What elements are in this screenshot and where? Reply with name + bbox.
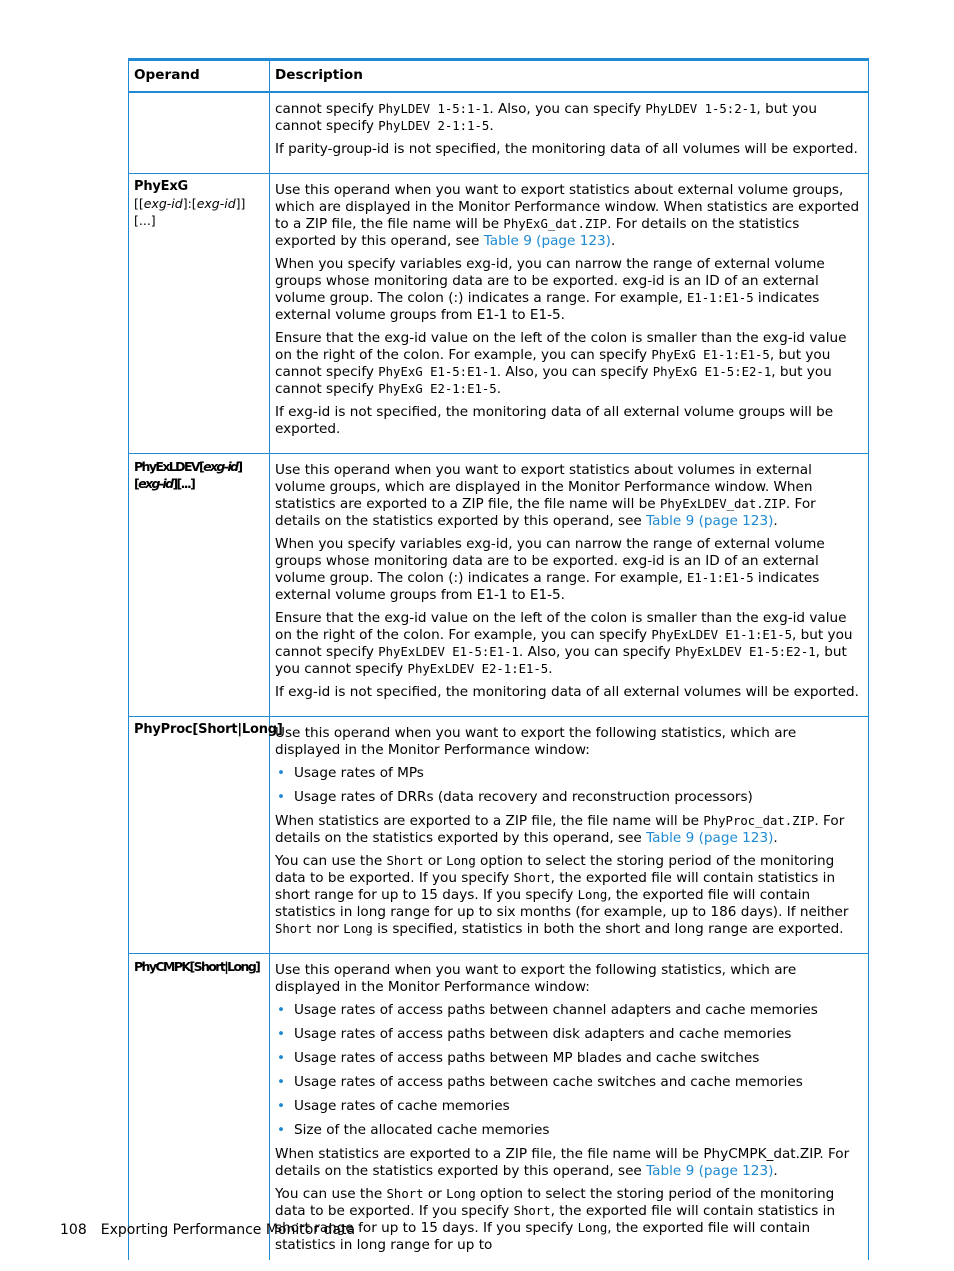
table-reference-link[interactable]: Table 9 (page 123) [483, 233, 611, 249]
text-run: option to select the storing period of the monitoring data to be exported. If you specify [275, 853, 835, 886]
bullet-icon: • [277, 765, 286, 781]
inline-code: Short [275, 922, 313, 936]
text-run: You can use the [275, 1186, 387, 1202]
bullet-icon: • [277, 1074, 286, 1090]
description-paragraph [275, 101, 863, 135]
text-run: is specified, statistics in both the short and long range are exported. [372, 921, 844, 937]
list-item [275, 789, 863, 806]
list-item-text: Usage rates of MPs [294, 765, 424, 781]
text-run: ]][...] [134, 196, 246, 228]
description-paragraph: If exg-id is not specified, the monitoring data of all external volumes will be exported. [275, 684, 860, 700]
operand-name-text: PhyExLDEV [134, 459, 199, 474]
description-paragraph: Use this operand when you want to export the following statistics, which are displayed in the Monitor Performance window: [275, 962, 797, 995]
table-reference-link[interactable]: Table 9 (page 123) [646, 513, 774, 529]
text-run: or [423, 853, 447, 869]
text-run: . [548, 661, 553, 677]
inline-code: Long [577, 888, 608, 902]
list-item [275, 1098, 863, 1115]
text-run: indicates external volume groups from E1-1 to E1-5. [275, 570, 820, 603]
page-number: 108 [60, 1222, 87, 1238]
table-row [129, 717, 869, 954]
text-run: When you specify variables exg-id, you can narrow the range of external volume groups whose monitoring data are to be exported. exg-id is an ID of an external volume group. The colon (:) indicates a range. For example, [275, 536, 825, 586]
description-paragraph: Use this operand when you want to export the following statistics, which are displayed in the Monitor Performance window: [275, 725, 797, 758]
table-row [129, 174, 869, 454]
inline-code: E1-1:E1-5 [686, 291, 754, 305]
inline-code: PhyExLDEV E2-1:E1-5 [407, 662, 549, 676]
list-item-text: Usage rates of access paths between cache switches and cache memories [294, 1074, 803, 1090]
inline-code: PhyProc_dat.ZIP [703, 814, 815, 828]
operand-cell [129, 92, 270, 174]
table-row [129, 92, 869, 174]
description-paragraph [275, 610, 863, 678]
italic-variable: exg-id [203, 459, 238, 474]
table-reference-link[interactable]: Table 9 (page 123) [646, 830, 774, 846]
description-paragraph [275, 330, 863, 398]
text-run: When you specify variables exg-id, you can narrow the range of external volume groups whose monitoring data are to be exported. exg-id is an ID of an external volume group. The colon (:) indicates a range. For example, [275, 256, 825, 306]
operand-cell [129, 717, 283, 954]
text-run: [[ [134, 196, 144, 211]
italic-variable: exg-id [143, 196, 183, 211]
bullet-icon: • [277, 1050, 286, 1066]
operand-name: PhyProc[Short|Long] [134, 722, 283, 737]
list-item [275, 1026, 863, 1043]
inline-code: Short [513, 871, 551, 885]
operand-cell [129, 454, 270, 717]
inline-code: PhyLDEV 1-5:2-1 [645, 102, 757, 116]
inline-code: Long [577, 1221, 608, 1235]
text-run: nor [312, 921, 344, 937]
inline-code: PhyLDEV 1-5:1-1 [378, 102, 490, 116]
description-paragraph [275, 1186, 863, 1254]
inline-code: Short [386, 1187, 424, 1201]
description-column-header: Description [270, 60, 869, 93]
text-run: When statistics are exported to a ZIP file, the file name will be [275, 813, 704, 829]
text-run: , but you cannot specify [275, 101, 817, 134]
bullet-list [275, 765, 863, 806]
inline-code: PhyExG E1-1:E1-5 [651, 348, 770, 362]
list-item [275, 1050, 863, 1067]
text-run: , the exported file will contain statistics in short range for up to 15 days. If you specify [275, 1203, 836, 1236]
description-paragraph [275, 853, 863, 938]
operand-syntax [134, 195, 264, 229]
text-run: option to select the storing period of the monitoring data to be exported. If you specify [275, 1186, 835, 1219]
list-item-text: Usage rates of access paths between disk adapters and cache memories [294, 1026, 792, 1042]
list-item-text: Usage rates of access paths between channel adapters and cache memories [294, 1002, 818, 1018]
operand-name [134, 458, 264, 492]
description-paragraph [275, 813, 863, 847]
description-cell [270, 174, 869, 454]
inline-code: PhyExLDEV E1-5:E1-1 [378, 645, 519, 659]
text-run: Ensure that the exg-id value on the left of the colon is smaller than the exg-id value on the right of the colon. For example, you can specify [275, 330, 847, 363]
operand-column-header: Operand [129, 60, 270, 93]
text-run: Use this operand when you want to export statistics about volumes in external volume groups, which are displayed in the Monitor Performance window. When statistics are exported to a ZIP file, the file name will be [275, 462, 813, 512]
description-paragraph [275, 462, 863, 530]
inline-code: PhyExLDEV E1-5:E2-1 [674, 645, 816, 659]
operand-name: PhyExG [134, 179, 188, 194]
description-paragraph [275, 256, 863, 324]
list-item-text: Usage rates of cache memories [294, 1098, 510, 1114]
text-run: , the exported file will contain statistics in long range for up to six months (for example, up to 186 days). If neither [275, 887, 849, 920]
list-item-text: Usage rates of DRRs (data recovery and reconstruction processors) [294, 789, 753, 805]
description-paragraph: If exg-id is not specified, the monitoring data of all external volume groups will be exported. [275, 404, 834, 437]
text-run: , the exported file will contain statistics in long range for up to [275, 1220, 811, 1253]
table-header-row [129, 60, 869, 93]
text-run: . Also, you can specify [496, 364, 653, 380]
inline-code: PhyLDEV 2-1:1-5 [378, 119, 490, 133]
list-item [275, 765, 863, 782]
text-run: , the exported file will contain statistics in short range for up to 15 days. If you specify [275, 870, 836, 903]
text-run: or [423, 1186, 447, 1202]
operand-table [128, 58, 869, 1260]
text-run: . Also, you can specify [518, 644, 675, 660]
list-item-text: Size of the allocated cache memories [294, 1122, 550, 1138]
text-run: You can use the [275, 853, 387, 869]
description-paragraph: If parity-group-id is not specified, the monitoring data of all volumes will be exported. [275, 141, 858, 157]
description-cell [270, 954, 869, 1261]
text-run: . [773, 513, 778, 529]
text-run: . [496, 381, 502, 397]
text-run: . [611, 233, 616, 249]
text-run: Use this operand when you want to export statistics about external volume groups, which are displayed in the Monitor Performance window. When statistics are exported to a ZIP file, the file name will be [275, 182, 860, 232]
list-item [275, 1074, 863, 1091]
text-run: . [773, 1163, 778, 1179]
text-run: ]:[ [182, 196, 197, 211]
operand-name: PhyCMPK[Short|Long] [134, 959, 260, 974]
text-run: , but you cannot specify [275, 644, 847, 677]
bullet-icon: • [277, 1122, 286, 1138]
page-footer [60, 1222, 355, 1238]
section-title: Exporting Performance Monitor data [100, 1222, 356, 1238]
inline-code: E1-1:E1-5 [686, 571, 754, 585]
operand-cell [129, 174, 270, 454]
text-run: . For details on the statistics exported by this operand, see [275, 496, 816, 529]
italic-variable: exg-id [138, 476, 173, 491]
inline-code: Short [513, 1204, 551, 1218]
text-run: , but you cannot specify [275, 347, 831, 380]
table-reference-link[interactable]: Table 9 (page 123) [646, 1163, 774, 1179]
text-run: . [773, 830, 778, 846]
inline-code: PhyExG E1-5:E2-1 [652, 365, 772, 379]
inline-code: Long [446, 1187, 476, 1201]
text-run: ][...] [172, 476, 195, 491]
list-item [275, 1122, 863, 1139]
text-run: cannot specify [275, 101, 379, 117]
inline-code: PhyExG_dat.ZIP [503, 217, 608, 231]
text-run: , but you cannot specify [275, 627, 853, 660]
text-run: . For details on the statistics exported by this operand, see [275, 216, 800, 249]
text-run: . Also, you can specify [489, 101, 646, 117]
inline-code: PhyExLDEV_dat.ZIP [659, 497, 786, 511]
description-cell [270, 454, 869, 717]
table-row [129, 454, 869, 717]
text-run: When statistics are exported to a ZIP file, the file name will be PhyCMPK_dat.ZIP. For details on the statistics exported by this operand, see [275, 1146, 850, 1179]
inline-code: Short [386, 854, 424, 868]
bullet-icon: • [277, 789, 286, 805]
description-paragraph [275, 1146, 863, 1180]
table-row [129, 954, 869, 1261]
italic-variable: exg-id [196, 196, 236, 211]
description-paragraph [275, 182, 863, 250]
list-item-text: Usage rates of access paths between MP blades and cache switches [294, 1050, 760, 1066]
inline-code: Long [446, 854, 476, 868]
bullet-icon: • [277, 1098, 286, 1114]
description-cell [270, 92, 869, 174]
inline-code: PhyExG E1-5:E1-1 [378, 365, 497, 379]
text-run: indicates external volume groups from E1-1 to E1-5. [275, 290, 820, 323]
inline-code: PhyExG E2-1:E1-5 [378, 382, 497, 396]
text-run: . [489, 118, 494, 134]
list-item [275, 1002, 863, 1019]
inline-code: Long [343, 922, 373, 936]
description-cell [270, 717, 869, 954]
text-run: Ensure that the exg-id value on the left of the colon is smaller than the exg-id value on the right of the colon. For example, you can specify [275, 610, 847, 643]
description-paragraph [275, 536, 863, 604]
text-run: . For details on the statistics exported by this operand, see [275, 813, 845, 846]
text-run: ][ [134, 459, 242, 491]
operand-cell [129, 954, 270, 1261]
bullet-icon: • [277, 1026, 286, 1042]
bullet-icon: • [277, 1002, 286, 1018]
text-run: , but you cannot specify [275, 364, 832, 397]
text-run: [ [198, 459, 204, 474]
inline-code: PhyExLDEV E1-1:E1-5 [651, 628, 793, 642]
bullet-list [275, 1002, 863, 1139]
